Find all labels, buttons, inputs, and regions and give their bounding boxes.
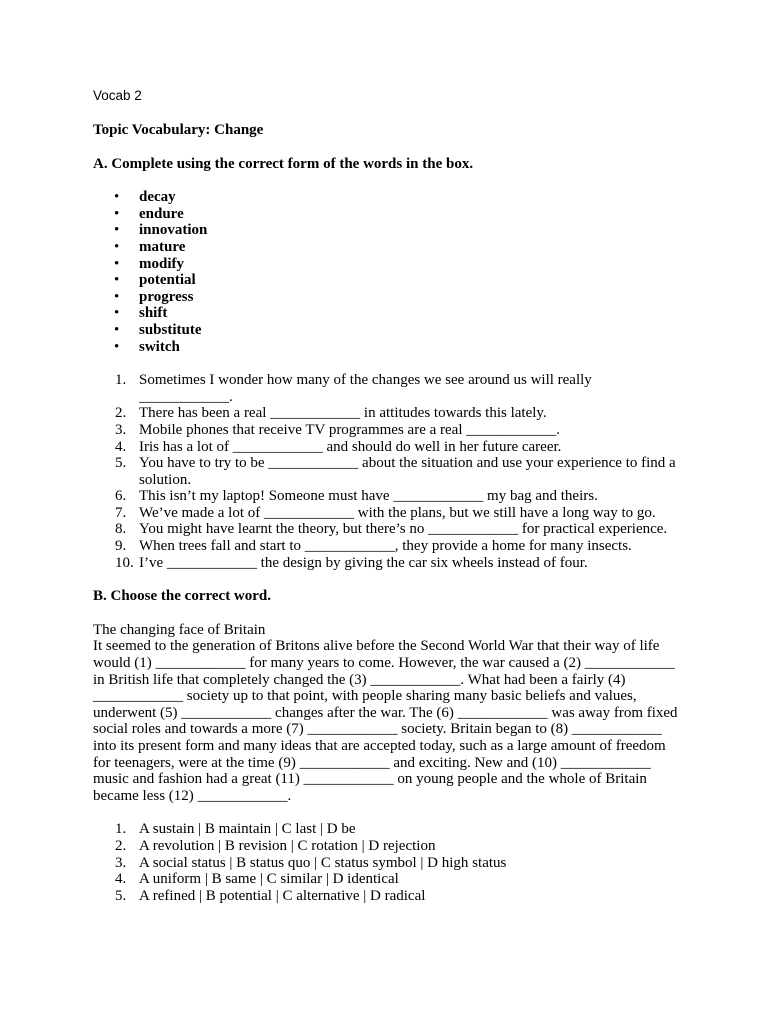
word-box-item: • shift [139, 305, 678, 322]
sentence-text: You might have learnt the theory, but there’s no ____________ for practical experience. [139, 521, 668, 538]
word-box-item: • innovation [139, 222, 678, 239]
sentence-number: 4. [115, 438, 127, 455]
word-box-item: • progress [139, 289, 678, 306]
sentence-item [115, 554, 678, 572]
page-title: Topic Vocabulary: Change [93, 122, 264, 138]
sentence-item [115, 421, 678, 439]
word-box-item: • substitute [139, 322, 678, 339]
option-number: 4. [115, 871, 127, 888]
sentence-number: 5. [115, 455, 127, 472]
option-text: A revolution | B revision | C rotation | D rejection [139, 837, 436, 854]
option-number: 5. [115, 887, 127, 904]
sentence-item [115, 488, 678, 505]
sentence-number: 7. [115, 504, 127, 521]
sentence-item [115, 405, 678, 422]
section-a-heading: A. Complete using the correct form of the words in the box. [93, 155, 474, 172]
sentence-item [115, 455, 678, 488]
option-item [115, 837, 678, 855]
sentence-text: We’ve made a lot of ____________ with the plans, but we still have a long way to go. [139, 504, 656, 521]
document-header: Vocab 2 [93, 88, 142, 103]
option-number: 2. [115, 837, 127, 854]
sentence-number: 2. [115, 405, 127, 422]
section-b-options [93, 821, 678, 904]
sentence-number: 3. [115, 421, 127, 438]
word-box-item: • decay [139, 189, 678, 206]
word-box-item: • potential [139, 272, 678, 289]
word-box-item: • mature [139, 239, 678, 256]
sentence-text: When trees fall and start to ____________, they provide a home for many insects. [139, 538, 632, 555]
option-text: A uniform | B same | C similar | D identical [139, 871, 399, 888]
sentence-number: 10. [115, 554, 134, 571]
sentence-item [115, 521, 678, 538]
section-a-sentences [93, 372, 678, 571]
sentence-number: 8. [115, 521, 127, 538]
passage-text: It seemed to the generation of Britons alive before the Second World War that their way of life would (1) ____________ for many years to come. However, the war caused a (2) ____________ in British life that completely changed the (3) ____________. What had been a fairly (4) ____________ society up to that point, with people sharing many basic beliefs and values, underwent (5) ____________ changes after the war. The (6) ____________ was away from fixed social roles and towards a more (7) ____________ society. Britain began to (8) ____________ into its present form and many ideas that are accepted today, such as a large amount of freedom for teenagers, were at the time (9) ____________ and exciting. New and (10) ____________ music and fashion had a great (11) ____________ on young people and the whole of Britain became less (12) ____________. [93, 638, 678, 804]
section-b-heading: B. Choose the correct word. [93, 588, 272, 605]
word-box-item: • switch [139, 339, 678, 356]
sentence-text: Sometimes I wonder how many of the changes we see around us will really ____________. [139, 372, 592, 405]
sentence-item [115, 538, 678, 555]
sentence-number: 6. [115, 488, 127, 505]
sentence-text: You have to try to be ____________ about the situation and use your experience to find a solution. [139, 455, 676, 488]
option-item [115, 871, 678, 888]
passage-title: The changing face of Britain [93, 621, 266, 638]
document-body [93, 88, 678, 921]
sentence-item [115, 372, 678, 405]
option-item [115, 821, 678, 838]
sentence-number: 9. [115, 538, 127, 555]
option-text: A refined | B potential | C alternative | D radical [139, 887, 426, 904]
word-box-list [93, 189, 678, 355]
option-text: A sustain | B maintain | C last | D be [139, 821, 356, 838]
word-box-item: • endure [139, 206, 678, 223]
sentence-text: I’ve ____________ the design by giving the car six wheels instead of four. [139, 554, 588, 571]
sentence-item [115, 438, 678, 456]
option-item [115, 887, 678, 905]
option-text: A social status | B status quo | C status symbol | D high status [139, 854, 507, 871]
sentence-text: This isn’t my laptop! Someone must have ____________ my bag and theirs. [139, 488, 598, 505]
sentence-text: There has been a real ____________ in attitudes towards this lately. [139, 405, 547, 422]
option-number: 3. [115, 854, 127, 871]
word-box-item: • modify [139, 256, 678, 273]
sentence-item [115, 504, 678, 522]
option-number: 1. [115, 821, 127, 838]
sentence-number: 1. [115, 372, 127, 389]
option-item [115, 854, 678, 872]
sentence-text: Mobile phones that receive TV programmes are a real ____________. [139, 421, 560, 438]
sentence-text: Iris has a lot of ____________ and should do well in her future career. [139, 438, 562, 455]
